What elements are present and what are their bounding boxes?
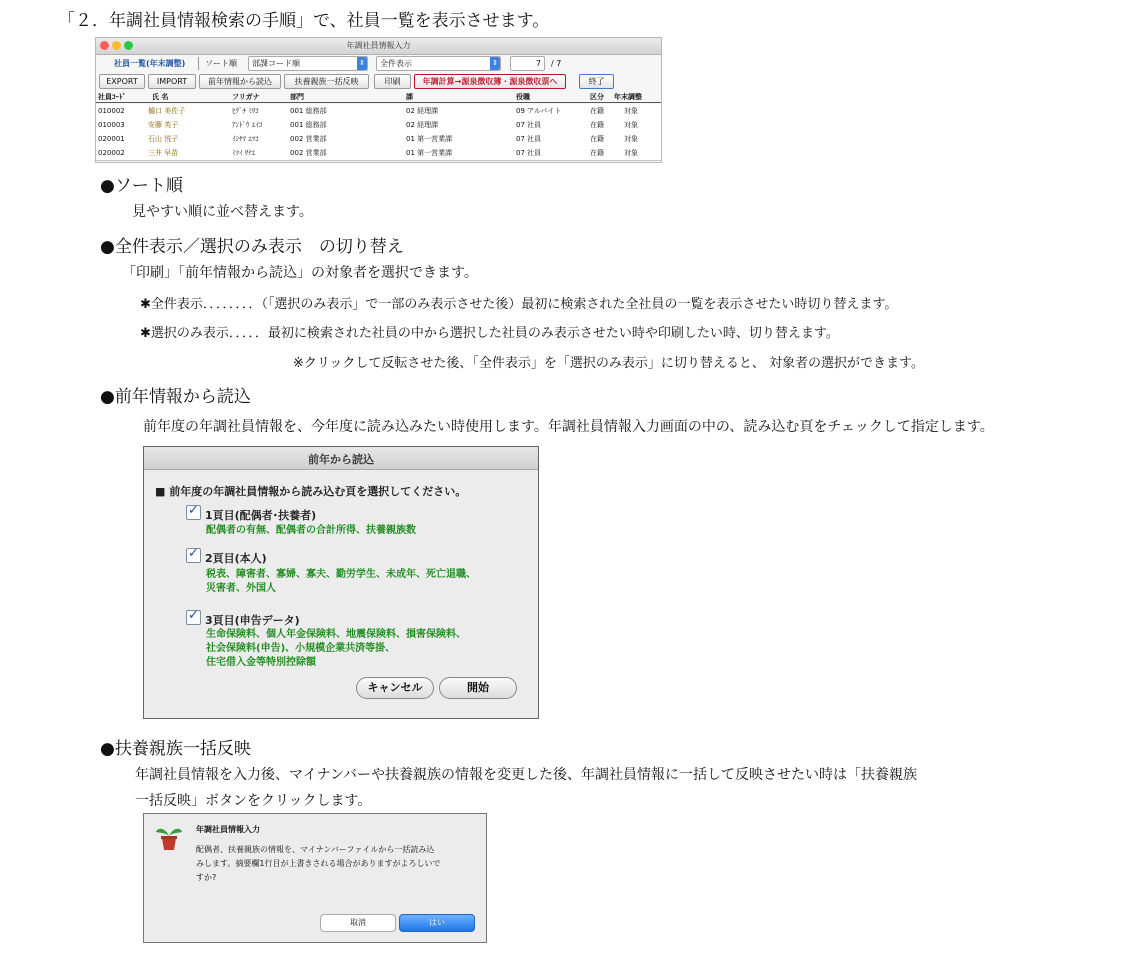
sort-section-title: ●ソート順 [100, 176, 183, 196]
ok-button[interactable]: はい [399, 914, 475, 932]
page3-title: 3頁目(申告データ) [205, 614, 300, 627]
page-heading: 「２．年調社員情報検索の手順」で、社員一覧を表示させます。 [58, 11, 550, 31]
display-mode-value: 全件表示 [380, 59, 412, 68]
sort-label: ソート順 [205, 59, 237, 68]
bulk-dependents-button[interactable]: 扶養親族一括反映 [284, 74, 369, 89]
cancel-button[interactable]: 取消 [320, 914, 396, 932]
dependents-section-title: ●扶養親族一括反映 [100, 739, 251, 759]
import-button[interactable]: IMPORT [148, 74, 196, 89]
cell-name: 樋口 美佐子 [148, 107, 186, 115]
table-row[interactable] [96, 132, 661, 147]
select-arrow-icon: ⇕ [357, 57, 367, 70]
column-header[interactable]: フリガナ [232, 93, 260, 101]
column-header[interactable]: 氏 名 [152, 93, 169, 101]
table-row[interactable] [96, 104, 661, 119]
toolbar-divider [198, 57, 199, 70]
page2-title: 2頁目(本人) [205, 552, 267, 565]
cell-target: 対象 [624, 149, 638, 157]
cell-dept: 001 総務部 [290, 107, 327, 115]
cell-code: 010003 [98, 121, 125, 129]
column-header[interactable]: 年末調整 [614, 93, 642, 101]
prev-section-title: ●前年情報から読込 [100, 387, 251, 407]
cell-dept: 002 営業部 [290, 149, 327, 157]
sort-select[interactable] [248, 56, 368, 71]
dependents-section-desc2: 一括反映」ボタンをクリックします。 [135, 793, 372, 809]
page1-title: 1頁目(配偶者･扶養者) [205, 509, 317, 522]
cell-kana: ｲｼﾔﾏ ｴﾂｺ [232, 135, 259, 143]
check-icon: ✓ [188, 503, 199, 518]
cell-code: 020002 [98, 149, 125, 157]
confirm-dialog-title: 年調社員情報入力 [196, 825, 260, 834]
page1-line: 配偶者の有無、配偶者の合計所得、扶養親族数 [206, 525, 416, 536]
window-title: 年調社員情報入力 [346, 41, 411, 50]
cell-code: 020001 [98, 135, 125, 143]
page-number-input[interactable]: 7 [510, 56, 545, 71]
page3-checkbox[interactable] [186, 610, 201, 625]
cell-kana: ﾐﾂｲ ｻﾅｴ [232, 149, 256, 157]
prev-section-desc: 前年度の年調社員情報を、今年度に読み込みたい時使用します。年調社員情報入力画面の中の、読み込む頁をチェックして指定します。 [143, 419, 994, 435]
cell-target: 対象 [624, 121, 638, 129]
cell-status: 在籍 [590, 135, 604, 143]
start-button[interactable]: 開始 [439, 677, 517, 699]
toggle-section-desc: 「印刷」「前年情報から読込」の対象者を選択できます。 [122, 265, 478, 281]
page2-line: 災害者、外国人 [206, 583, 276, 594]
cell-target: 対象 [624, 135, 638, 143]
cell-name: 安藤 英子 [148, 121, 179, 129]
select-arrow-icon: ⇕ [490, 57, 500, 70]
column-header[interactable]: 役職 [516, 93, 530, 101]
cell-position: 07 社員 [516, 135, 542, 143]
cell-position: 09 アルバイト [516, 107, 562, 115]
cell-dept: 002 営業部 [290, 135, 327, 143]
column-header[interactable]: 部門 [290, 93, 304, 101]
toggle-section-title: ●全件表示／選択のみ表示 の切り替え [100, 237, 404, 257]
check-icon: ✓ [188, 546, 199, 561]
window-titlebar [96, 38, 661, 55]
dependents-section-desc1: 年調社員情報を入力後、マイナンバーや扶養親族の情報を変更した後、年調社員情報に一括して反映させたい時は「扶養親族 [135, 767, 918, 783]
list-label: 社員一覧(年末調整) [114, 59, 186, 68]
dialog-titlebar [144, 447, 538, 470]
toggle-item-all: ✱全件表示．．．．．．．．（「選択のみ表示」で一部のみ表示させた後）最初に検索された全社員の一覧を表示させたい時切り替えます。 [140, 297, 898, 312]
table-row[interactable] [96, 118, 661, 133]
cell-name: 三井 早苗 [148, 149, 179, 157]
cell-kana: ｱﾝﾄﾞｳ ｴｲｺ [232, 121, 263, 129]
dialog-title: 前年から読込 [308, 453, 374, 466]
table-row[interactable] [96, 146, 661, 161]
sort-select-value: 部課コード順 [252, 59, 300, 68]
sort-section-desc: 見やすい順に並べ替えます。 [132, 204, 313, 220]
page1-checkbox[interactable] [186, 505, 201, 520]
plant-icon [154, 822, 184, 852]
page3-line: 住宅借入金等特別控除額 [206, 657, 316, 668]
check-icon: ✓ [188, 608, 199, 623]
column-header[interactable]: 区分 [590, 93, 604, 101]
dialog-instruction: ■ 前年度の年調社員情報から読み込む頁を選択してください。 [155, 485, 467, 498]
export-button[interactable]: EXPORT [99, 74, 145, 89]
cell-status: 在籍 [590, 107, 604, 115]
page2-checkbox[interactable] [186, 548, 201, 563]
cell-section: 02 経理課 [406, 107, 439, 115]
column-header[interactable]: 社員ｺｰﾄﾞ [98, 93, 126, 101]
cell-target: 対象 [624, 107, 638, 115]
confirm-message-line: 配偶者、扶養親族の情報を、マイナンバーファイルから一括読み込 [196, 845, 435, 854]
cell-status: 在籍 [590, 121, 604, 129]
cancel-button[interactable]: キャンセル [356, 677, 434, 699]
display-mode-select[interactable] [376, 56, 501, 71]
load-previous-year-button[interactable]: 前年情報から読込 [199, 74, 281, 89]
page2-line: 税表、障害者、寡婦、寡夫、勤労学生、未成年、死亡退職、 [206, 569, 476, 580]
print-button[interactable]: 印刷 [374, 74, 411, 89]
column-header[interactable]: 課 [406, 93, 413, 101]
exit-button[interactable]: 終了 [579, 74, 614, 89]
cell-section: 01 第一営業課 [406, 135, 453, 143]
page3-line: 社会保険料(申告)、小規模企業共済等掛、 [206, 643, 396, 654]
cell-dept: 001 総務部 [290, 121, 327, 129]
cell-status: 在籍 [590, 149, 604, 157]
cell-position: 07 社員 [516, 149, 542, 157]
confirm-message-line: みします。摘要欄1行目が上書きされる場合がありますがよろしいで [196, 859, 441, 868]
employee-list-window [95, 37, 662, 163]
cell-section: 01 第一営業課 [406, 149, 453, 157]
confirm-message-line: すか? [196, 873, 217, 882]
cell-name: 石山 悦子 [148, 135, 179, 143]
cell-code: 010002 [98, 107, 125, 115]
cell-position: 07 社員 [516, 121, 542, 129]
page-total: / 7 [551, 59, 562, 68]
confirm-dialog [143, 813, 487, 943]
year-end-calc-button[interactable]: 年調計算→源泉徴収簿・源泉徴収票へ [414, 74, 566, 89]
cell-kana: ﾋｸﾞﾁ ﾐｻｺ [232, 107, 259, 115]
toggle-item-selected: ✱選択のみ表示．．．．．最初に検索された社員の中から選択した社員のみ表示させたい時や印刷したい時、切り替えます。 [140, 326, 839, 341]
toggle-note: ※クリックして反転させた後、「全件表示」を「選択のみ表示」に切り替えると、 対象者の選択ができます。 [293, 356, 924, 371]
page3-line: 生命保険料、個人年金保険料、地震保険料、損害保険料、 [206, 629, 466, 640]
load-previous-year-dialog [143, 446, 539, 719]
cell-section: 02 経理課 [406, 121, 439, 129]
table-header [96, 92, 661, 103]
